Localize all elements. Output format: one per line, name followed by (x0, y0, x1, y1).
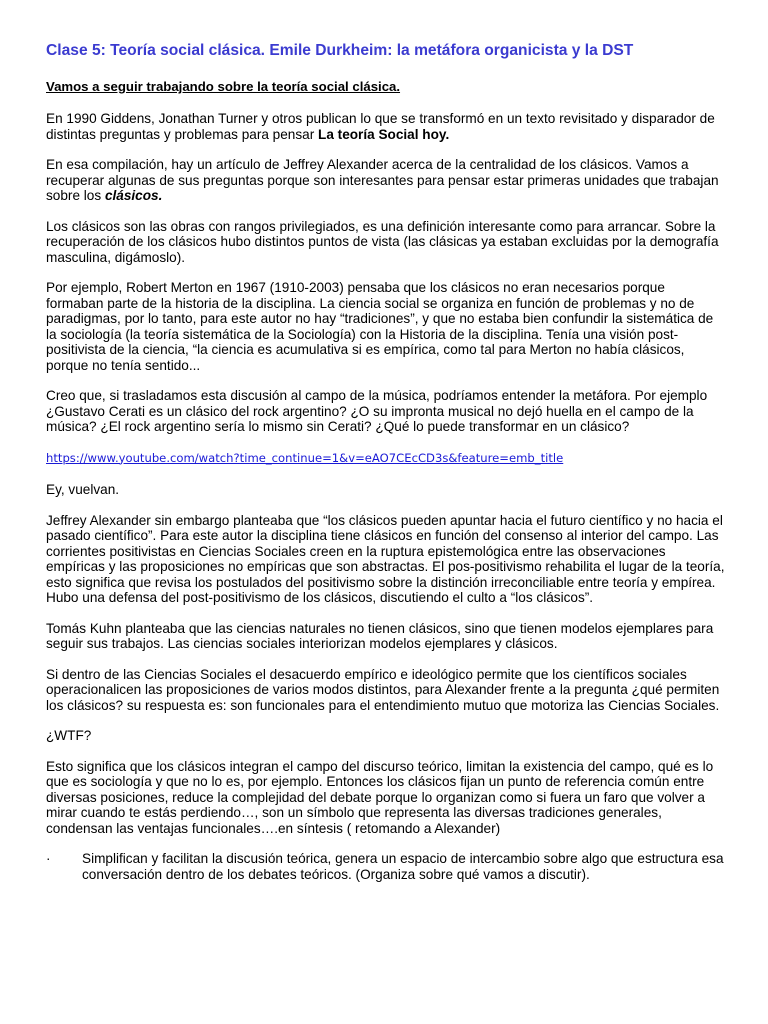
bullet-marker: · (46, 851, 51, 866)
paragraph-alexander-intro (46, 157, 726, 204)
paragraph-giddens-bold: La teoría Social hoy. (318, 126, 450, 142)
paragraph-alexander-future: Jeffrey Alexander sin embargo planteaba que “los clásicos pueden apuntar hacia el futuro científico y no hacia el pasado científico”. Para este autor la disciplina tiene clásicos en función del consenso al interior del campo. Las corrientes positivistas en Ciencias Sociales creen en la ruptura epistemológica entre las observaciones empíricas y las proposiciones no empíricas que son abstractas. El pos-positivismo rehabilita el lugar de la teoría, esto significa que revisa los postulados del positivismo sobre la distinción irreconciliable entre teoría y empírea. Hubo una defensa del post-positivismo de los clásicos, discutiendo el culto a “los clásicos”. (46, 512, 725, 605)
paragraph-link (46, 450, 726, 467)
paragraph-alexander-intro-emphasis: clásicos. (104, 188, 163, 203)
paragraph-ciencias-sociales: Si dentro de las Ciencias Sociales el desacuerdo empírico e ideológico permite que los científicos sociales operacionalicen las proposiciones de varios modos distintos, para Alexander frente a la pregunta ¿qué permiten los clásicos? su respuesta es: son funcionales para el entendimiento mutuo que motoriza las Ciencias Sociales. (46, 666, 720, 713)
section-subtitle: Vamos a seguir trabajando sobre la teoría social clásica. (46, 79, 401, 94)
paragraph-kuhn: Tomás Kuhn planteaba que las ciencias naturales no tienen clásicos, sino que tienen modelos ejemplares para seguir sus trabajos. Las ciencias sociales interiorizan modelos ejemplares y clásicos. (46, 620, 714, 651)
youtube-link[interactable]: https://www.youtube.com/watch?time_continue=1&v=eAO7CEcCD3s&feature=emb_title (46, 450, 564, 465)
paragraph-alexander-intro-text: En esa compilación, hay un artículo de Jeffrey Alexander acerca de la centralidad de los clásicos. Vamos a recuperar algunas de sus preguntas porque son interesantes para pensar estar primeras unidades que trabajan sobre los (46, 157, 719, 203)
paragraph-giddens-text: En 1990 Giddens, Jonathan Turner y otros publican lo que se transformó en un texto revisitado y disparador de distintas preguntas y problemas para pensar (46, 111, 715, 142)
paragraph-giddens (46, 111, 726, 142)
page-title: Clase 5: Teoría social clásica. Emile Durkheim: la metáfora organicista y la DST (46, 42, 634, 59)
bullet-text: Simplifican y facilitan la discusión teórica, genera un espacio de intercambio sobre algo que estructura esa conversación dentro de los debates teóricos. (Organiza sobre qué vamos a discutir). (82, 851, 724, 882)
paragraph-ey-vuelvan: Ey, vuelvan. (46, 482, 120, 497)
paragraph-wtf: ¿WTF? (46, 728, 92, 743)
paragraph-significa: Esto significa que los clásicos integran el campo del discurso teórico, limitan la existencia del campo, qué es lo que es sociología y que no lo es, por ejemplo. Entonces los clásicos fijan un punto de referencia común entre diversas posiciones, reduce la complejidad del debate porque lo organizan como si fuera un faro que volver a mirar cuando te estás perdiendo…, son un símbolo que representa las diversas tradiciones generales, condensan las ventajas funcionales….en síntesis ( retomando a Alexander) (46, 758, 714, 836)
paragraph-merton: Por ejemplo, Robert Merton en 1967 (1910-2003) pensaba que los clásicos no eran necesarios porque formaban parte de la historia de la disciplina. La ciencia social se organiza en función de problemas y no de paradigmas, por lo tanto, para este autor no hay “tradiciones”, y que no estaba bien confundir la sistemática de la sociología (la teoría sistemática de la Sociología) con la Historia de la disciplina. Tenía una visión post-positivista de la ciencia, “la ciencia es acumulativa si es empírica, como tal para Merton no había clásicos, porque no tenía sentido... (46, 280, 714, 373)
bullet-item (46, 851, 726, 882)
document-page (46, 40, 726, 882)
paragraph-clasicos-definition: Los clásicos son las obras con rangos privilegiados, es una definición interesante como para arrancar. Sobre la recuperación de los clásicos hubo distintos puntos de vista (las clásicas ya estaban excluidas por la demografía masculina, digámoslo). (46, 218, 719, 265)
paragraph-cerati: Creo que, si trasladamos esta discusión al campo de la música, podríamos entender la metáfora. Por ejemplo ¿Gustavo Cerati es un clásico del rock argentino? ¿O su impronta musical no dejó huella en el campo de la música? ¿El rock argentino sería lo mismo sin Cerati? ¿Qué lo puede transformar en un clásico? (46, 388, 708, 434)
